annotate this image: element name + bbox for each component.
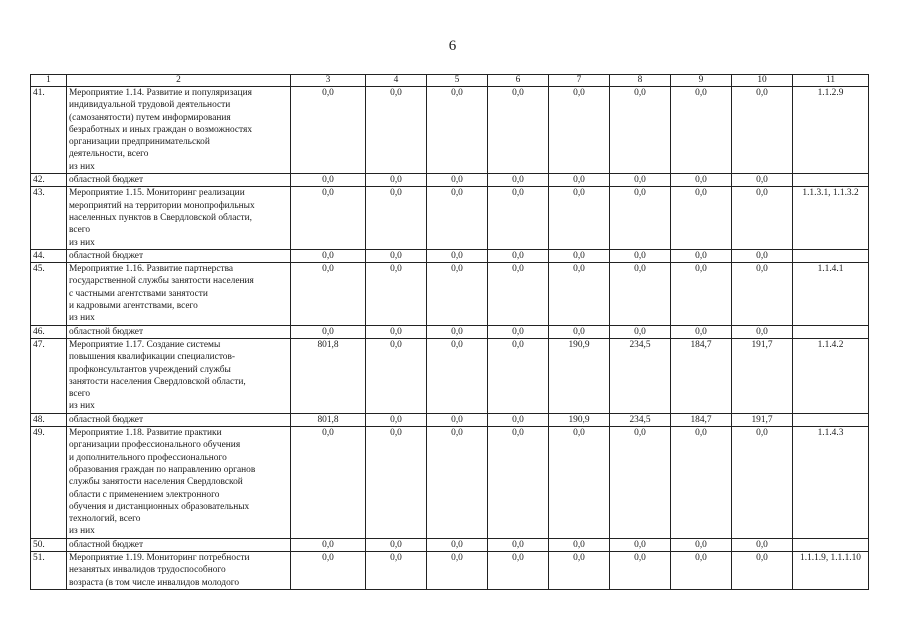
description-line: возраста (в том числе инвалидов молодого [69, 577, 240, 588]
row-description [67, 338, 291, 413]
description-line: из них [69, 526, 95, 537]
value-cell: 0,0 [291, 263, 366, 325]
value-cell: 0,0 [488, 174, 549, 187]
value-cell: 0,0 [732, 538, 793, 551]
value-cell: 0,0 [488, 325, 549, 338]
table-row [31, 87, 869, 174]
value-cell: 191,7 [732, 413, 793, 426]
value-cell: 0,0 [549, 325, 610, 338]
value-cell: 0,0 [671, 263, 732, 325]
value-cell: 0,0 [427, 551, 488, 589]
table-row [31, 325, 869, 338]
value-cell: 0,0 [291, 551, 366, 589]
description-line: организации профессионального обучения [69, 440, 241, 451]
description-line: областной бюджет [69, 414, 144, 425]
description-line: областной бюджет [69, 250, 144, 261]
value-cell: 0,0 [671, 187, 732, 249]
value-cell: 234,5 [610, 338, 671, 413]
value-cell: 0,0 [610, 187, 671, 249]
value-cell: 0,0 [549, 87, 610, 174]
value-cell: 0,0 [366, 427, 427, 539]
description-line: из них [69, 313, 95, 324]
description-line: и дополнительного профессионального [69, 452, 227, 463]
table-row [31, 538, 869, 551]
description-line: Мероприятие 1.16. Развитие партнерства [69, 264, 234, 275]
value-cell: 184,7 [671, 413, 732, 426]
value-cell: 0,0 [427, 338, 488, 413]
value-cell: 0,0 [366, 413, 427, 426]
value-cell: 0,0 [610, 263, 671, 325]
row-description [67, 427, 291, 539]
value-cell: 0,0 [291, 538, 366, 551]
value-cell: 0,0 [549, 538, 610, 551]
value-cell: 0,0 [366, 174, 427, 187]
target-indicator: 1.1.2.9 [793, 87, 869, 174]
value-cell: 0,0 [732, 551, 793, 589]
value-cell: 0,0 [427, 249, 488, 262]
value-cell: 0,0 [671, 325, 732, 338]
description-line: государственной службы занятости населения [69, 276, 254, 287]
value-cell: 0,0 [671, 87, 732, 174]
column-header: 6 [488, 75, 549, 87]
value-cell: 0,0 [427, 427, 488, 539]
table-row [31, 263, 869, 325]
column-number-row [31, 75, 869, 87]
table-row [31, 427, 869, 539]
value-cell: 0,0 [366, 249, 427, 262]
value-cell: 0,0 [732, 174, 793, 187]
value-cell: 0,0 [291, 174, 366, 187]
value-cell: 0,0 [549, 187, 610, 249]
description-line: технологий, всего [69, 514, 141, 525]
row-description [67, 413, 291, 426]
value-cell: 801,8 [291, 413, 366, 426]
value-cell: 0,0 [488, 87, 549, 174]
table-row [31, 551, 869, 589]
budget-table [30, 74, 869, 590]
value-cell: 0,0 [671, 249, 732, 262]
value-cell: 0,0 [671, 538, 732, 551]
target-indicator [793, 174, 869, 187]
description-line: службы занятости населения Свердловской [69, 477, 243, 488]
value-cell: 0,0 [671, 551, 732, 589]
table-row [31, 413, 869, 426]
description-line: областной бюджет [69, 326, 144, 337]
value-cell: 0,0 [366, 338, 427, 413]
column-header: 5 [427, 75, 488, 87]
description-line: с частными агентствами занятости [69, 288, 208, 299]
value-cell: 0,0 [549, 427, 610, 539]
value-cell: 0,0 [610, 325, 671, 338]
value-cell: 0,0 [488, 338, 549, 413]
row-description [67, 551, 291, 589]
value-cell: 0,0 [610, 427, 671, 539]
description-line: областной бюджет [69, 175, 144, 186]
value-cell: 801,8 [291, 338, 366, 413]
value-cell: 0,0 [610, 87, 671, 174]
row-description [67, 187, 291, 249]
value-cell: 0,0 [732, 87, 793, 174]
row-number: 49. [31, 427, 67, 539]
value-cell: 0,0 [610, 249, 671, 262]
description-line: деятельности, всего [69, 149, 149, 160]
value-cell: 0,0 [366, 538, 427, 551]
table-row [31, 249, 869, 262]
description-line: образования граждан по направлению органов [69, 464, 256, 475]
row-description [67, 249, 291, 262]
description-line: повышения квалификации специалистов- [69, 352, 236, 363]
value-cell: 0,0 [427, 538, 488, 551]
value-cell: 0,0 [610, 538, 671, 551]
table-row [31, 338, 869, 413]
description-line: из них [69, 237, 95, 248]
description-line: организации предпринимательской [69, 137, 210, 148]
value-cell: 190,9 [549, 338, 610, 413]
value-cell: 190,9 [549, 413, 610, 426]
column-header: 2 [67, 75, 291, 87]
value-cell: 0,0 [488, 427, 549, 539]
target-indicator [793, 325, 869, 338]
value-cell: 0,0 [427, 413, 488, 426]
row-number: 45. [31, 263, 67, 325]
value-cell: 184,7 [671, 338, 732, 413]
value-cell: 0,0 [291, 187, 366, 249]
value-cell: 0,0 [366, 325, 427, 338]
column-header: 3 [291, 75, 366, 87]
description-line: Мероприятие 1.14. Развитие и популяризация [69, 88, 252, 98]
description-line: и кадровыми агентствами, всего [69, 301, 198, 312]
value-cell: 0,0 [488, 413, 549, 426]
value-cell: 0,0 [427, 325, 488, 338]
value-cell: 0,0 [488, 551, 549, 589]
value-cell: 0,0 [291, 325, 366, 338]
value-cell: 0,0 [366, 87, 427, 174]
value-cell: 0,0 [732, 249, 793, 262]
column-header: 4 [366, 75, 427, 87]
row-number: 46. [31, 325, 67, 338]
row-number: 48. [31, 413, 67, 426]
value-cell: 0,0 [366, 263, 427, 325]
row-number: 47. [31, 338, 67, 413]
row-number: 44. [31, 249, 67, 262]
value-cell: 0,0 [366, 187, 427, 249]
description-line: профконсультантов учреждений службы [69, 364, 231, 375]
column-header: 9 [671, 75, 732, 87]
target-indicator [793, 413, 869, 426]
description-line: (самозанятости) путем информирования [69, 112, 231, 123]
target-indicator: 1.1.3.1, 1.1.3.2 [793, 187, 869, 249]
row-number: 42. [31, 174, 67, 187]
row-description [67, 325, 291, 338]
column-header: 11 [793, 75, 869, 87]
value-cell: 0,0 [427, 187, 488, 249]
description-line: мероприятий на территории монопрофильных [69, 200, 255, 211]
row-number: 41. [31, 87, 67, 174]
description-line: всего [69, 389, 91, 400]
value-cell: 0,0 [732, 427, 793, 539]
row-number: 50. [31, 538, 67, 551]
column-header: 1 [31, 75, 67, 87]
column-header: 10 [732, 75, 793, 87]
target-indicator: 1.1.4.1 [793, 263, 869, 325]
column-header: 7 [549, 75, 610, 87]
value-cell: 0,0 [732, 325, 793, 338]
description-line: Мероприятие 1.18. Развитие практики [69, 428, 222, 439]
value-cell: 0,0 [291, 427, 366, 539]
description-line: Мероприятие 1.17. Создание системы [69, 339, 221, 350]
value-cell: 0,0 [549, 174, 610, 187]
description-line: занятости населения Свердловской области, [69, 376, 246, 387]
value-cell: 191,7 [732, 338, 793, 413]
value-cell: 0,0 [291, 249, 366, 262]
row-description [67, 87, 291, 174]
value-cell: 0,0 [488, 187, 549, 249]
value-cell: 0,0 [488, 263, 549, 325]
description-line: обучения и дистанционных образовательных [69, 501, 250, 512]
value-cell: 0,0 [732, 263, 793, 325]
description-line: из них [69, 161, 95, 172]
description-line: населенных пунктов в Свердловской области, [69, 212, 252, 223]
target-indicator: 1.1.4.3 [793, 427, 869, 539]
description-line: областной бюджет [69, 539, 144, 550]
value-cell: 0,0 [291, 87, 366, 174]
description-line: Мероприятие 1.19. Мониторинг потребности [69, 552, 250, 563]
row-number: 51. [31, 551, 67, 589]
row-description [67, 263, 291, 325]
table-body [31, 75, 869, 590]
row-description [67, 174, 291, 187]
value-cell: 0,0 [366, 551, 427, 589]
value-cell: 0,0 [488, 249, 549, 262]
value-cell: 0,0 [427, 174, 488, 187]
column-header: 8 [610, 75, 671, 87]
value-cell: 0,0 [671, 174, 732, 187]
value-cell: 234,5 [610, 413, 671, 426]
table-row [31, 187, 869, 249]
description-line: Мероприятие 1.15. Мониторинг реализации [69, 188, 245, 199]
value-cell: 0,0 [671, 427, 732, 539]
description-line: всего [69, 225, 91, 236]
description-line: области с применением электронного [69, 489, 220, 500]
description-line: незанятых инвалидов трудоспособного [69, 565, 226, 576]
target-indicator: 1.1.4.2 [793, 338, 869, 413]
description-line: из них [69, 401, 95, 412]
target-indicator: 1.1.1.9, 1.1.1.10 [793, 551, 869, 589]
value-cell: 0,0 [549, 249, 610, 262]
description-line: безработных и иных граждан о возможностях [69, 124, 253, 135]
row-description [67, 538, 291, 551]
value-cell: 0,0 [427, 87, 488, 174]
description-line: индивидуальной трудовой деятельности [69, 100, 231, 111]
table-row [31, 174, 869, 187]
value-cell: 0,0 [549, 263, 610, 325]
value-cell: 0,0 [610, 551, 671, 589]
value-cell: 0,0 [610, 174, 671, 187]
target-indicator [793, 249, 869, 262]
page-number: 6 [448, 38, 457, 54]
value-cell: 0,0 [732, 187, 793, 249]
row-number: 43. [31, 187, 67, 249]
value-cell: 0,0 [488, 538, 549, 551]
value-cell: 0,0 [549, 551, 610, 589]
value-cell: 0,0 [427, 263, 488, 325]
target-indicator [793, 538, 869, 551]
